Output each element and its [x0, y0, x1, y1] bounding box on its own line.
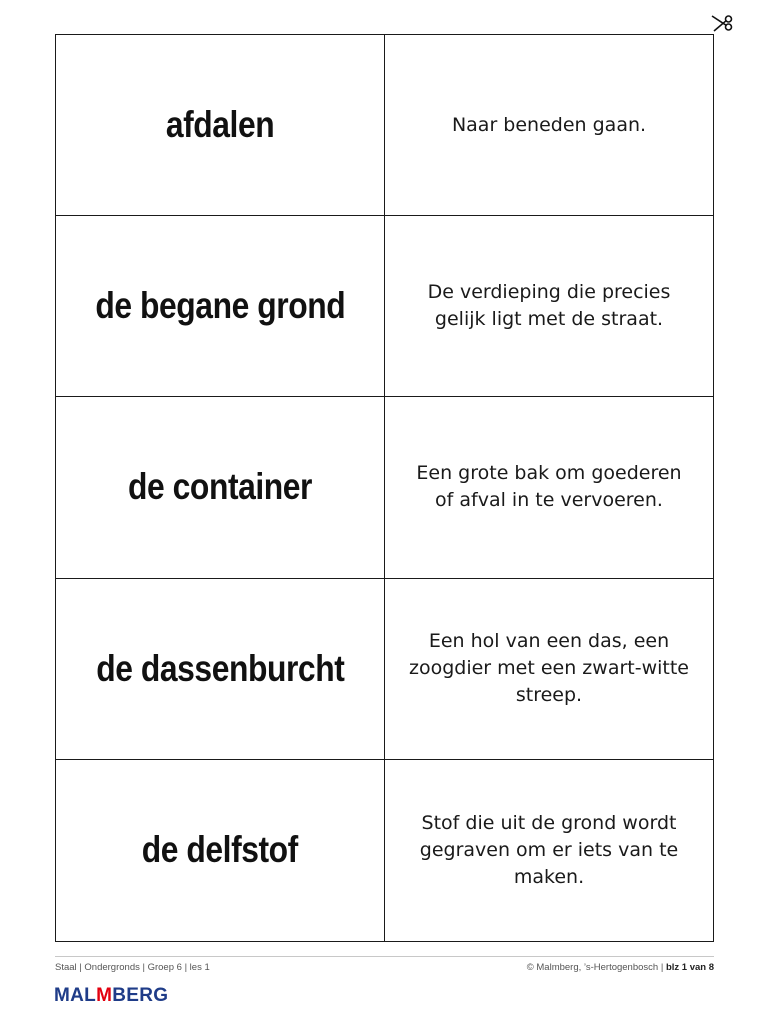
footer-divider	[55, 956, 714, 957]
card-term-cell	[56, 397, 385, 578]
footer-copyright-text: © Malmberg, ’s-Hertogenbosch |	[526, 962, 666, 973]
card-term: de begane grond	[95, 285, 345, 327]
card-definition: Stof die uit de grond wordt gegraven om er iets van te maken.	[419, 811, 679, 888]
card-definition-cell	[385, 579, 713, 760]
card-term-cell	[56, 216, 385, 397]
card-definition-cell	[385, 216, 713, 397]
card-term-cell	[56, 760, 385, 941]
footer-copyright	[527, 962, 714, 973]
malmberg-logo: MALMBERG	[54, 985, 169, 1006]
card-definition-cell	[385, 397, 713, 578]
page-indicator: blz 1 van 8	[665, 962, 714, 973]
card-term: de container	[127, 466, 313, 508]
card-definition: De verdieping die precies gelijk ligt met de straat.	[427, 281, 671, 331]
card-term: afdalen	[165, 104, 275, 146]
card-definition: Naar beneden gaan.	[451, 113, 647, 136]
footer-course-info: Staal | Ondergronds | Groep 6 | les 1	[55, 962, 210, 973]
card-term-cell	[56, 579, 385, 760]
card-definition-cell	[385, 35, 713, 216]
card-term: de dassenburcht	[95, 647, 345, 689]
card-term-cell	[56, 35, 385, 216]
vocabulary-card-grid	[55, 34, 714, 942]
card-definition-cell	[385, 760, 713, 941]
card-definition: Een grote bak om goederen of afval in te vervoeren.	[416, 462, 682, 512]
card-definition: Een hol van een das, een zoogdier met een zwart-witte streep.	[409, 630, 689, 707]
card-term: de delfstof	[141, 829, 299, 871]
